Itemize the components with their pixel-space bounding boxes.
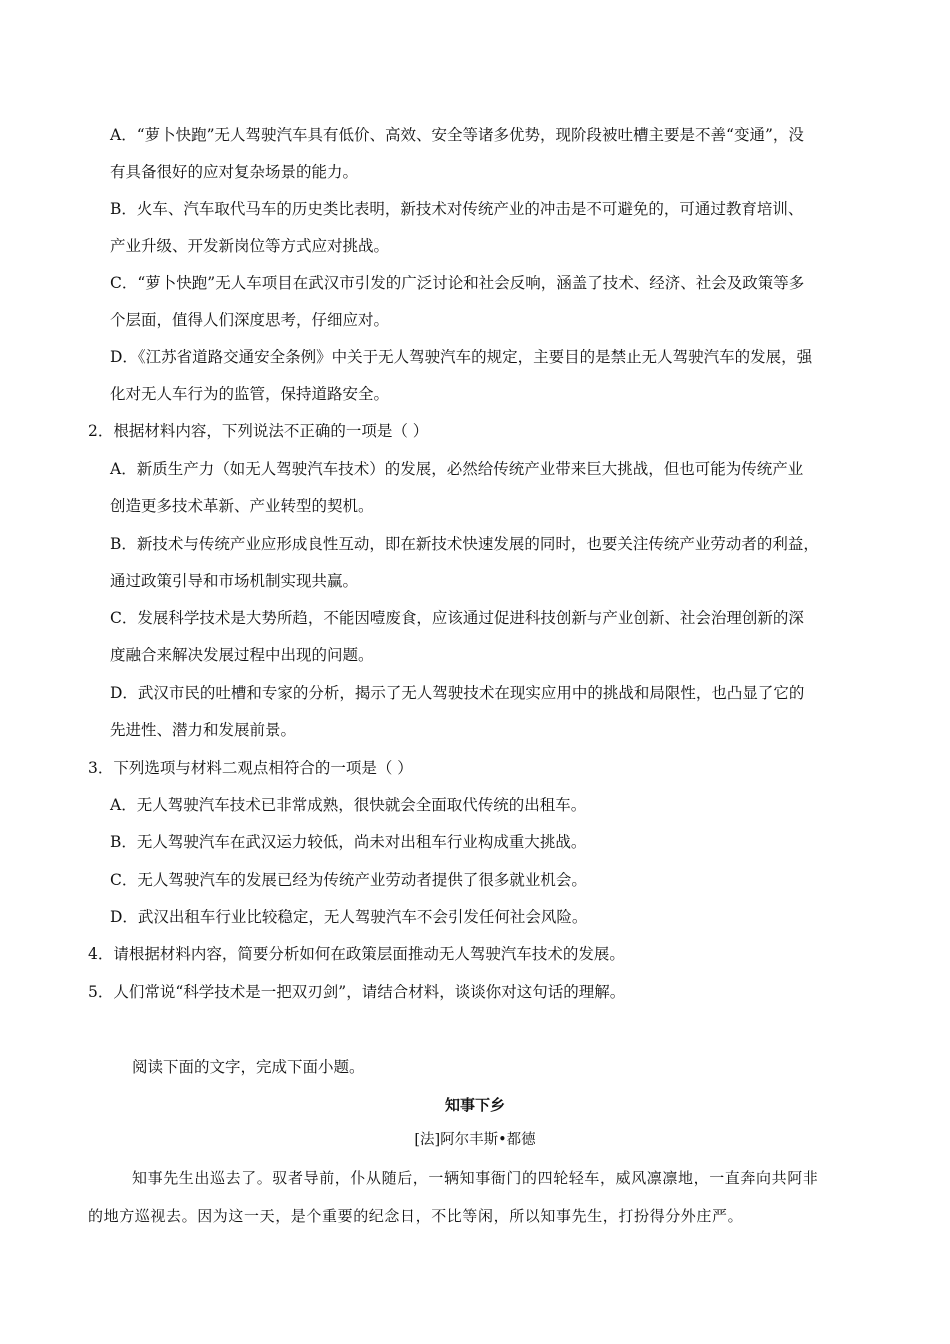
q2-option-c-line1: C．发展科学技术是大势所趋，不能因噎废食，应该通过促进科技创新与产业创新、社会治理创新的深 (110, 609, 804, 627)
q3-option-b: B．无人驾驶汽车在武汉运力较低，尚未对出租车行业构成重大挑战。 (110, 833, 587, 851)
q1-option-c-line1: C．“萝卜快跑”无人车项目在武汉市引发的广泛讨论和社会反响，涵盖了技术、经济、社会及政策等多 (110, 274, 805, 292)
reading-intro: 阅读下面的文字，完成下面小题。 (132, 1058, 365, 1076)
q1-option-d-line2: 化对无人车行为的监管，保持道路安全。 (110, 385, 390, 403)
q4-stem: 4．请根据材料内容，简要分析如何在政策层面推动无人驾驶汽车技术的发展。 (88, 945, 625, 963)
q3-option-c: C．无人驾驶汽车的发展已经为传统产业劳动者提供了很多就业机会。 (110, 871, 587, 889)
q2-option-d-line1: D．武汉市民的吐槽和专家的分析，揭示了无人驾驶技术在现实应用中的挑战和局限性，也凸显了它的 (110, 684, 805, 702)
passage-paragraph-line1: 知事先生出巡去了。驭者导前，仆从随后，一辆知事衙门的四轮轻车，威风凛凛地，一直奔向共阿非 (132, 1169, 819, 1187)
q2-option-a-line2: 创造更多技术革新、产业转型的契机。 (110, 497, 374, 515)
q5-stem: 5．人们常说“科学技术是一把双刃剑”，请结合材料，谈谈你对这句话的理解。 (88, 983, 626, 1001)
q3-option-a: A．无人驾驶汽车技术已非常成熟，很快就会全面取代传统的出租车。 (110, 796, 587, 814)
q2-option-b-line1: B．新技术与传统产业应形成良性互动，即在新技术快速发展的同时，也要关注传统产业劳动者的利益， (110, 535, 819, 553)
passage-paragraph-line2: 的地方巡视去。因为这一天，是个重要的纪念日，不比等闲，所以知事先生，打扮得分外庄严。 (88, 1207, 744, 1225)
q2-option-c-line2: 度融合来解决发展过程中出现的问题。 (110, 646, 374, 664)
q2-option-b-line2: 通过政策引导和市场机制实现共赢。 (110, 572, 359, 590)
q1-option-d-line1: D．《江苏省道路交通安全条例》中关于无人驾驶汽车的规定，主要目的是禁止无人驾驶汽车的发展，强 (110, 348, 813, 366)
passage-author: [法]阿尔丰斯•都德 (414, 1132, 536, 1148)
q1-option-a-line2: 有具备很好的应对复杂场景的能力。 (110, 163, 359, 181)
q1-option-b-line2: 产业升级、开发新岗位等方式应对挑战。 (110, 237, 390, 255)
passage-title: 知事下乡 (444, 1096, 505, 1114)
q1-option-c-line2: 个层面，值得人们深度思考，仔细应对。 (110, 311, 390, 329)
q1-option-b-line1: B．火车、汽车取代马车的历史类比表明，新技术对传统产业的冲击是不可避免的，可通过教育培训、 (110, 200, 804, 218)
q2-option-d-line2: 先进性、潜力和发展前景。 (110, 721, 297, 739)
q3-option-d: D．武汉出租车行业比较稳定，无人驾驶汽车不会引发任何社会风险。 (110, 908, 588, 926)
q3-stem: 3．下列选项与材料二观点相符合的一项是（ ） (88, 759, 413, 777)
q2-option-a-line1: A．新质生产力（如无人驾驶汽车技术）的发展，必然给传统产业带来巨大挑战，但也可能为传统产业 (110, 460, 804, 478)
q1-option-a-line1: A．“萝卜快跑”无人驾驶汽车具有低价、高效、安全等诸多优势，现阶段被吐槽主要是不善“变通”，没 (110, 126, 804, 144)
q2-stem: 2．根据材料内容，下列说法不正确的一项是（ ） (88, 422, 429, 440)
